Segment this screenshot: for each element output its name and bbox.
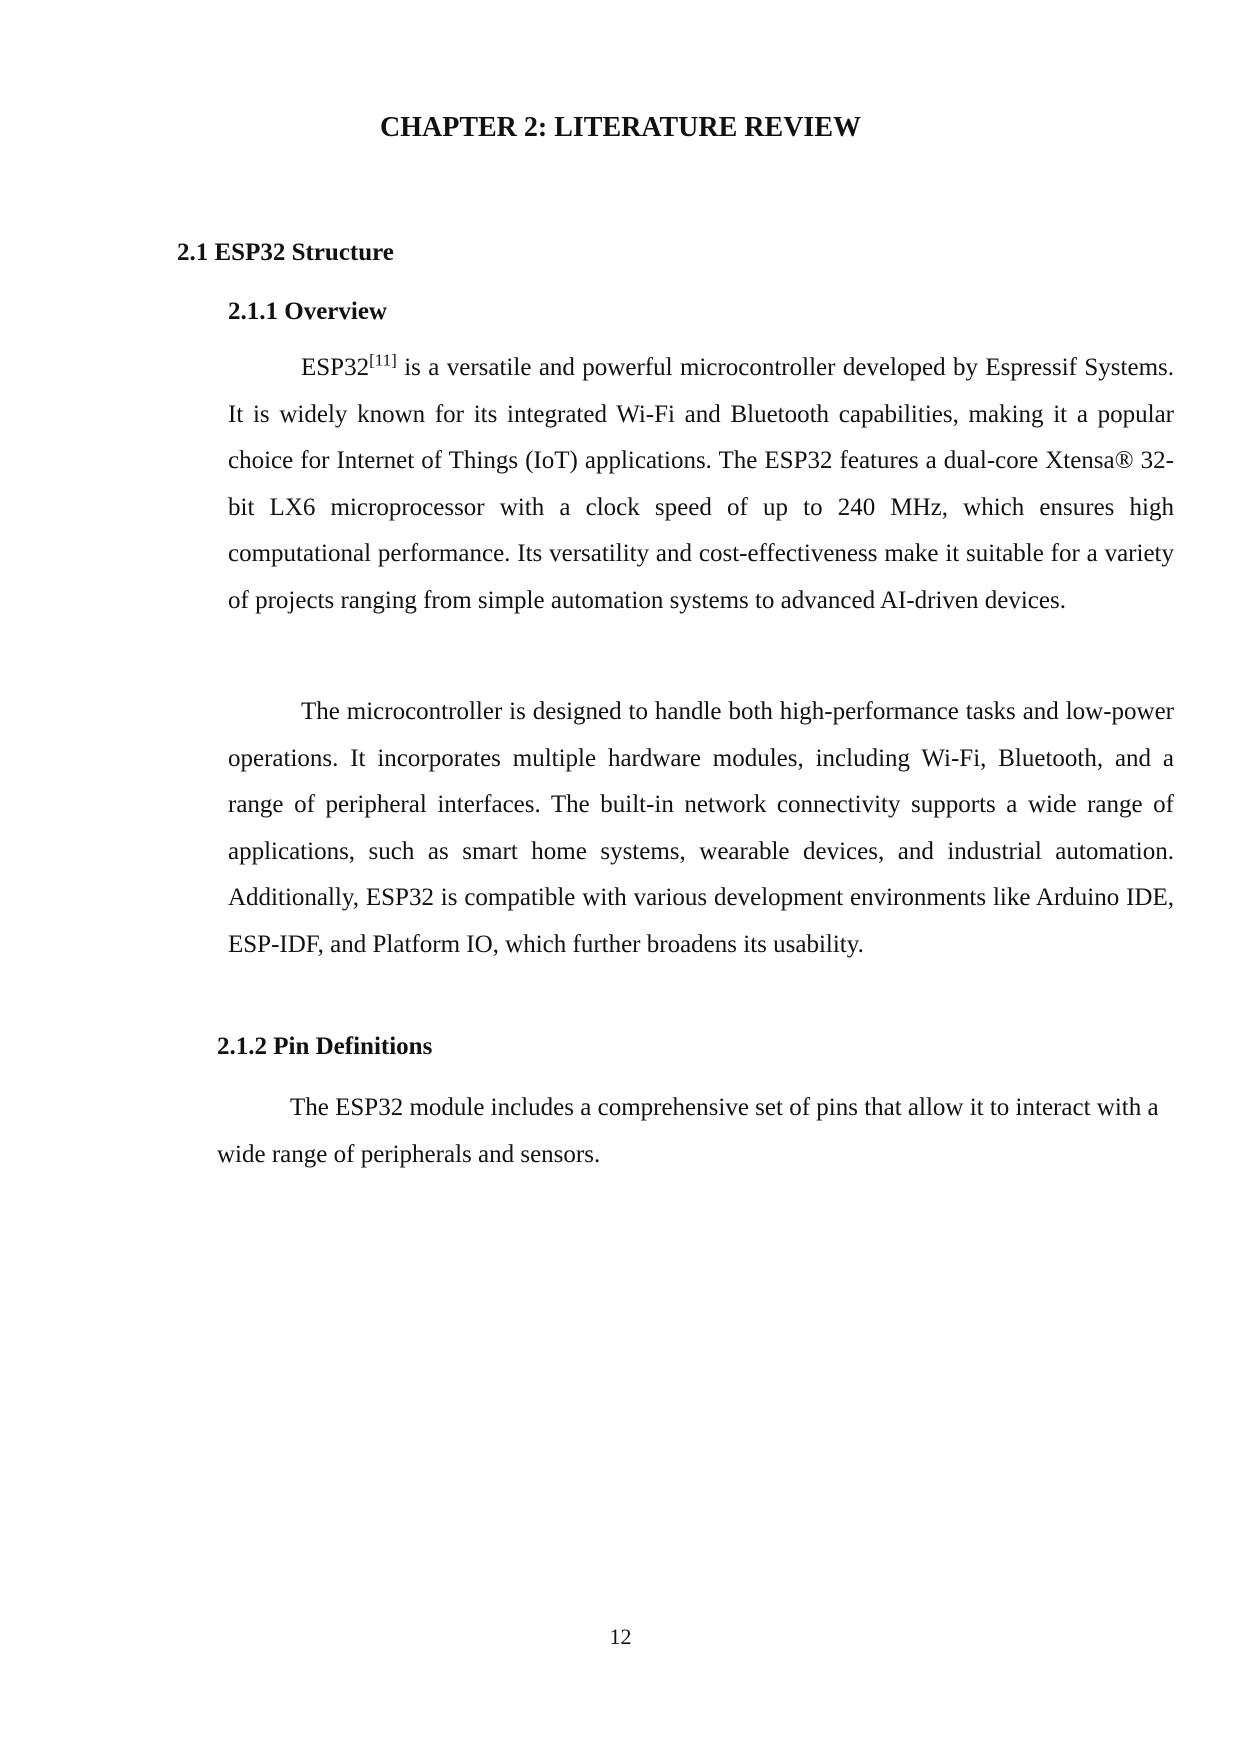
subsection-heading-pin-definitions: 2.1.2 Pin Definitions bbox=[217, 1033, 433, 1060]
subsection-heading-overview: 2.1.1 Overview bbox=[228, 298, 387, 325]
overview-paragraph-2: The microcontroller is designed to handle both high-performance tasks and low-power operations. It incorporates multiple hardware modules, including Wi-Fi, Bluetooth, and a range of peripheral interfaces. The built-in network connectivity supports a wide range of applications, such as smart home systems, wearable devices, and industrial automation. Additionally, ESP32 is compatible with various development environments like Arduino IDE, ESP-IDF, and Platform IO, which further broadens its usability. bbox=[228, 698, 1174, 958]
chapter-title: CHAPTER 2: LITERATURE REVIEW bbox=[380, 112, 861, 143]
paragraph-lead-term: ESP32 bbox=[301, 354, 370, 381]
pin-definitions-paragraph: The ESP32 module includes a comprehensive set of pins that allow it to interact with a wide range of peripherals and sensors. bbox=[217, 1094, 1159, 1168]
paragraph-body: is a versatile and powerful microcontroller developed by Espressif Systems. It is widely known for its integrated Wi-Fi and Bluetooth capabilities, making it a popular choice for Internet of Things (IoT) applications. The ESP32 features a dual-core Xtensa® 32-bit LX6 microprocessor with a clock speed of up to 240 MHz, which ensures high computational performance. Its versatility and cost-effectiveness make it suitable for a variety of projects ranging from simple automation systems to advanced AI-driven devices. bbox=[228, 354, 1174, 614]
citation-reference[interactable]: [11] bbox=[369, 350, 397, 370]
overview-paragraph-1 bbox=[228, 345, 1174, 624]
page-number: 12 bbox=[609, 1624, 632, 1649]
section-heading: 2.1 ESP32 Structure bbox=[177, 239, 394, 266]
